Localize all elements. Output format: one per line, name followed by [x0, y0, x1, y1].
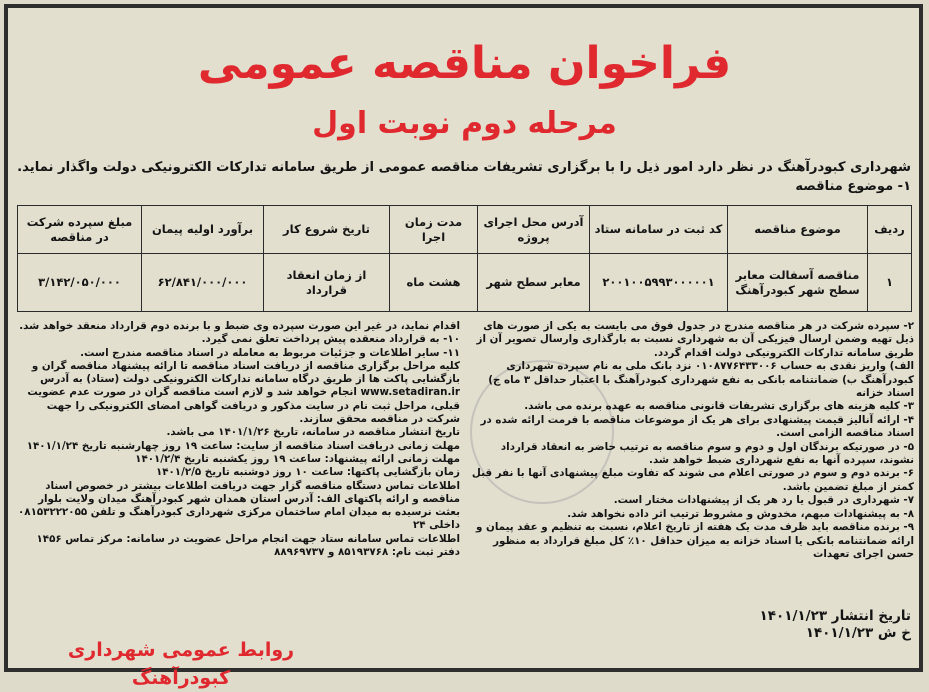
table-header-cell: مدت زمان اجرا — [390, 206, 478, 254]
term-paragraph: ۱۱- سایر اطلاعات و جزئیات مربوط به معامله در اسناد مناقصه مندرج است. — [80, 346, 460, 359]
term-paragraph: ۶- برنده دوم و سوم در صورتی اعلام می شوند که تفاوت مبلغ پیشنهادی آنها با نفر قبل کمتر از مبلغ تضمین باشد. — [471, 467, 914, 493]
term-paragraph: مهلت زمانی ارائه پیشنهاد: ساعت ۱۹ روز یکشنبه تاریخ ۱۴۰۱/۲/۴ — [135, 452, 460, 465]
table-cell: ۱ — [868, 254, 912, 312]
table-cell: از زمان انعقاد قرارداد — [264, 254, 390, 312]
term-paragraph: الف) واریز نقدی به حساب ۰۱۰۸۷۷۶۴۳۳۰۰۶ نزد بانک ملی به نام سپرده شهرداری کبودرآهنگ ب) ضمانتنامه بانکی به نفع شهرداری کبودرآهنگ با اعتبار حداقل ۳ ماه ج) اسناد خزانه — [488, 360, 914, 400]
table-header-cell: آدرس محل اجرای پروژه — [478, 206, 590, 254]
table-cell: ۳/۱۴۲/۰۵۰/۰۰۰ — [18, 254, 142, 312]
term-paragraph: اطلاعات تماس سامانه ستاد جهت انجام مراحل عضویت در سامانه: مرکز تماس ۱۴۵۶ — [36, 532, 460, 545]
term-paragraph: اقدام نماید، در غیر این صورت سپرده وی ضبط و با برنده دوم قرارداد منعقد خواهد شد. — [19, 320, 460, 332]
intro-text: شهرداری کبودرآهنگ در نظر دارد امور ذیل را با برگزاری تشریفات مناقصه عمومی از طریق سامانه تدارکات الکترونیکی دولت واگذار نماید. — [17, 160, 911, 175]
terms-left-column — [15, 320, 460, 559]
table-row — [18, 254, 912, 312]
term-paragraph: ۴- ارائه آنالیز قیمت پیشنهادی برای هر یک از موضوعات مناقصه با فرمت ارائه شده در اسناد مناقصه الزامی است. — [480, 413, 914, 440]
term-paragraph: ۳- کلیه هزینه های برگزاری تشریفات قانونی مناقصه به عهده برنده می باشد. — [524, 400, 914, 413]
term-paragraph: ۸- به پیشنهادات مبهم، مخدوش و مشروط ترتیب اثر داده نخواهد شد. — [567, 507, 914, 520]
publication-info — [760, 608, 911, 642]
table-header-cell: برآورد اولیه پیمان — [142, 206, 264, 254]
term-paragraph: ۷- شهرداری در قبول یا رد هر یک از پیشنهادات مختار است. — [613, 494, 914, 507]
table-header-cell: تاریخ شروع کار — [264, 206, 390, 254]
table-header-cell: ردیف — [868, 206, 912, 254]
table-header-cell: موضوع مناقصه — [728, 206, 868, 254]
page-subtitle: مرحله دوم نوبت اول — [312, 106, 617, 141]
table-cell: مناقصه آسفالت معابر سطح شهر کبودرآهنگ — [728, 254, 868, 312]
term-paragraph: اطلاعات تماس دستگاه مناقصه گزار جهت دریافت اطلاعات بیشتر در خصوص اسناد مناقصه و ارائه پاکتهای الف: آدرس استان همدان شهر کبودرآهنگ میدان ولایت بلوار بعثت نرسیده به میدان امام ساختمان مرکزی شهرداری کبودرآهنگ و تلفن ۰۸۱۵۳۲۲۲۰۵۵ داخلی ۲۴ — [18, 479, 460, 532]
ad-code: خ ش ۱۴۰۱/۱/۲۳ — [805, 625, 911, 641]
term-paragraph: مهلت زمانی دریافت اسناد مناقصه از سایت: ساعت ۱۹ روز چهارشنبه تاریخ ۱۴۰۱/۱/۲۴ — [26, 439, 460, 452]
table-header-cell: کد ثبت در سامانه ستاد — [590, 206, 728, 254]
section-heading: ۱- موضوع مناقصه — [795, 179, 911, 194]
term-paragraph: ۹- برنده مناقصه باید ظرف مدت یک هفته از تاریخ اعلام، نسبت به تنظیم و عقد پیمان و ارائه ضمانتنامه بانکی یا اسناد خزانه به میزان حداقل ۱۰٪ کل مبلغ قرارداد به منظور حسن اجرای تعهدات — [476, 521, 914, 560]
table-cell: ۲۰۰۱۰۰۵۹۹۳۰۰۰۰۰۱ — [590, 254, 728, 312]
tender-table — [17, 205, 912, 312]
term-paragraph: ۲- سپرده شرکت در هر مناقصه مندرج در جدول فوق می بایست به یکی از صورت های ذیل تهیه وضمن ارسال فیزیکی آن به شهرداری نسبت به بارگذاری وارسال تصویر آن از طریق سامانه تدارکات الکترونیکی دولت اقدام گردد. — [476, 320, 914, 359]
table-cell: ۶۲/۸۴۱/۰۰۰/۰۰۰ — [142, 254, 264, 312]
term-paragraph: تاریخ انتشار مناقصه در سامانه، تاریخ ۱۴۰۱/۱/۲۶ می باشد. — [166, 426, 460, 439]
publication-date: تاریخ انتشار ۱۴۰۱/۱/۲۳ — [759, 608, 911, 624]
table-header-row — [18, 206, 912, 254]
table-cell: معابر سطح شهر — [478, 254, 590, 312]
term-paragraph: ۱۰- به قرارداد منعقده پیش پرداخت تعلق نمی گیرد. — [201, 333, 460, 346]
table-header-cell: مبلغ سپرده شرکت در مناقصه — [18, 206, 142, 254]
term-paragraph: زمان بازگشایی پاکتها: ساعت ۱۰ روز دوشنبه تاریخ ۱۴۰۱/۲/۵ — [155, 466, 460, 479]
table-cell: هشت ماه — [390, 254, 478, 312]
page-title: فراخوان مناقصه عمومی — [197, 38, 732, 89]
term-paragraph: کلیه مراحل برگزاری مناقصه از دریافت اسناد مناقصه تا ارائه پیشنهاد مناقصه گران و بازگشایی پاکت ها از طریق درگاه سامانه تدارکات الکترونیکی دولت (ستاد) به آدرس www.setadiran.ir انجام خواهد شد و لازم است مناقصه گران در صورت عدم عضویت قبلی، مراحل ثبت نام در سایت مذکور و دریافت گواهی امضای الکترونیکی را جهت شرکت در مناقصه محقق سازند. — [27, 359, 460, 426]
footer-signature: روابط عمومی شهرداری کبودرآهنگ — [67, 639, 295, 689]
term-paragraph: ۵- در صورتیکه برندگان اول و دوم و سوم مناقصه به ترتیب حاضر به انعقاد قرارداد نشوند، سپرده آنها به نفع شهرداری ضبط خواهد شد. — [500, 440, 914, 467]
term-paragraph: دفتر ثبت نام: ۸۵۱۹۳۷۶۸ و ۸۸۹۶۹۷۳۷ — [274, 546, 460, 559]
terms-right-column — [464, 320, 914, 561]
